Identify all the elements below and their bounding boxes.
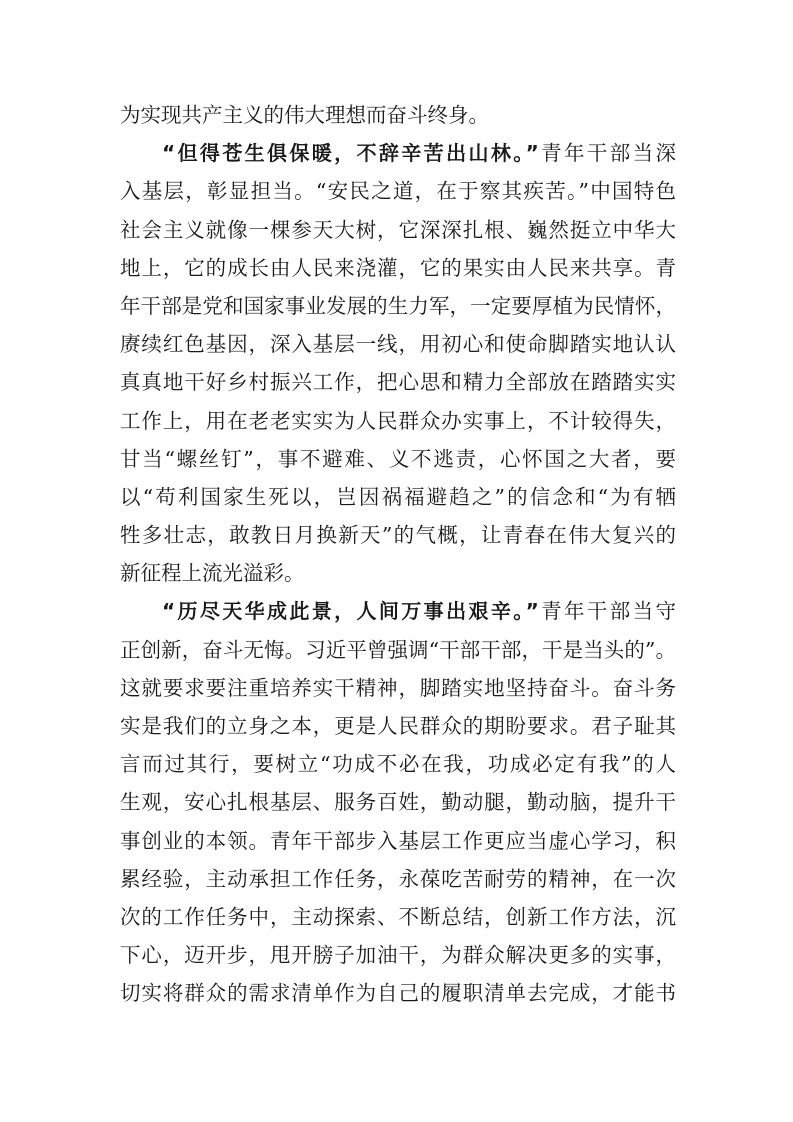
text-line: 新征程上流光溢彩。 [120,561,305,586]
text-line: 以“苟利国家生死以，岂因祸福避趋之”的信念和“为有牺 [120,484,676,509]
text-line: 工作上，用在老老实实为人民群众办实事上，不计较得失， [120,408,676,433]
paragraph-heading: “历尽天华成此景，人间万事出艰辛。” [162,599,539,624]
text-line: 地上，它的成长由人民来浇灌，它的果实由人民来共享。青 [120,255,676,280]
text-line: 次的工作任务中，主动探索、不断总结，创新工作方法，沉 [120,904,676,929]
text-line: 年干部是党和国家事业发展的生力军，一定要厚植为民情怀， [120,293,676,318]
text-line: 赓续红色基因，深入基层一线，用初心和使命脚踏实地认认 [120,332,676,357]
text-line: 真真地干好乡村振兴工作，把心思和精力全部放在踏踏实实 [120,370,676,395]
text-line: 生观，安心扎根基层、服务百姓，勤动腿，勤动脑，提升干 [120,790,676,815]
text-line: 为实现共产主义的伟大理想而奋斗终身。 [120,103,489,127]
text-line: 下心，迈开步，甩开膀子加油干，为群众解决更多的实事， [120,943,676,968]
text-line: 切实将群众的需求清单作为自己的履职清单去完成，才能书 [120,981,676,1006]
text-line: 言而过其行，要树立“功成不必在我，功成必定有我”的人 [120,752,676,777]
text-line: 累经验，主动承担工作任务，永葆吃苦耐劳的精神，在一次 [120,866,676,891]
text-line: 正创新，奋斗无悔。习近平曾强调“干部干部，干是当头的”。 [120,637,676,662]
text-line: 入基层，彰显担当。“安民之道，在于察其疾苦。”中国特色 [120,179,676,204]
paragraph-heading: “但得苍生俱保暖，不辞辛苦出山林。” [162,141,539,166]
text-line: 事创业的本领。青年干部步入基层工作更应当虚心学习，积 [120,828,676,853]
document-page [120,96,676,1013]
paragraph-first-line [120,592,676,630]
text-line: 甘当“螺丝钉”，事不避难、义不逃责，心怀国之大者，要 [120,446,676,471]
text-line: 这就要求要注重培养实干精神，脚踏实地坚持奋斗。奋斗务 [120,675,676,700]
text-fragment: 青年干部当深 [538,141,677,166]
text-line: 社会主义就像一棵参天大树，它深深扎根、巍然挺立中华大 [120,217,676,242]
text-line: 实是我们的立身之本，更是人民群众的期盼要求。君子耻其 [120,714,676,738]
paragraph-first-line [120,134,676,172]
text-fragment: 青年干部当守 [538,599,677,624]
text-line: 牲多壮志，敢教日月换新天”的气概，让青春在伟大复兴的 [120,523,676,548]
